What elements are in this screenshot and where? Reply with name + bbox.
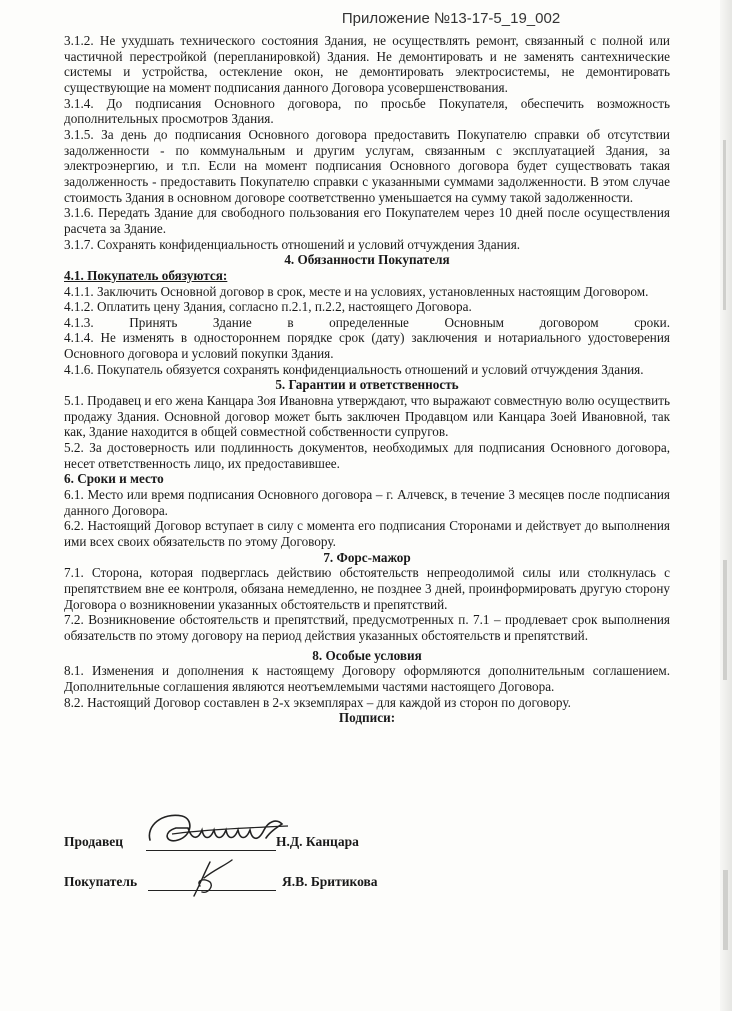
clause-8-2: 8.2. Настоящий Договор составлен в 2-х экземплярах – для каждой из сторон по договору.	[64, 694, 571, 710]
scan-edge-shadow	[720, 0, 732, 1011]
clause-3-1-6: 3.1.6. Передать Здание для свободного пользования его Покупателем через 10 дней после осуществления расчета за Здание.	[64, 205, 670, 236]
clause-6-2: 6.2. Настоящий Договор вступает в силу с момента его подписания Сторонами и действует до выполнения ими всех своих обязательств по этому Договору.	[64, 518, 670, 549]
section-6-heading: 6. Сроки и место	[64, 471, 164, 487]
signature-block	[64, 820, 670, 904]
clause-4-1-heading: 4.1. Покупатель обязуются:	[64, 267, 228, 283]
seller-label: Продавец	[64, 834, 124, 849]
clause-3-1-7: 3.1.7. Сохранять конфиденциальность отношений и условий отчуждения Здания.	[64, 236, 521, 252]
clause-4-1-4: 4.1.4. Не изменять в одностороннем порядке срок (дату) заключения и нотариального удостоверения Основного договора и условий покупки Здания.	[64, 330, 670, 362]
clause-3-1-5: 3.1.5. За день до подписания Основного договора предоставить Покупателю справки об отсутствии задолженности - по коммунальным и другим услугам, связанным с эксплуатацией Здания, за электроэнергию, и т.п. Если на момент подписания Основного договора будет существовать такая задолженность - предоставить Покупателю справки с указанными суммами задолженности. В этом случае стоимость Здания в основном договоре соответственно уменьшается на сумму такой задолженности.	[64, 126, 670, 205]
section-8-heading: 8. Особые условия	[312, 647, 422, 663]
scan-artifact	[723, 140, 726, 310]
clause-5-2: 5.2. За достоверность или подлинность документов, необходимых для подписания Основного договора, несет ответственность лицо, их предоставившее.	[64, 440, 670, 471]
section-7-heading: 7. Форс-мажор	[323, 549, 411, 565]
clause-3-1-4: 3.1.4. До подписания Основного договора, по просьбе Покупателя, обеспечить возможность дополнительных просмотров Здания.	[64, 95, 670, 127]
clause-3-1-2: 3.1.2. Не ухудшать технического состояния Здания, не осуществлять ремонт, связанный с полной или частичной перестройкой (перепланировкой) Здания. Не демонтировать и не заменять сантехнические системы и устройства, остекление окон, не демонтировать электросистемы, не демонтировать существующие на момент подписания данного Договора усовершенствования.	[64, 33, 670, 95]
seller-name: Н.Д. Канцара	[276, 834, 359, 849]
clause-4-1-1: 4.1.1. Заключить Основной договор в срок, месте и на условиях, установленных настоящим Договором.	[64, 283, 649, 299]
clause-7-2: 7.2. Возникновение обстоятельств и препятствий, предусмотренных п. 7.1 – продлевает срок выполнения обязательств по этому договору на период действия указанных обстоятельств и препятствий.	[64, 612, 670, 643]
clause-6-1: 6.1. Место или время подписания Основного договора – г. Алчевск, в течение 3 месяцев после подписания данного Договора.	[64, 487, 670, 518]
clause-4-1-2: 4.1.2. Оплатить цену Здания, согласно п.2.1, п.2.2, настоящего Договора.	[64, 299, 472, 315]
scan-artifact	[723, 560, 727, 680]
seller-signature-icon	[142, 806, 292, 856]
clause-4-1-6: 4.1.6. Покупатель обязуется сохранять конфиденциальность отношений и условий отчуждения Здания.	[64, 361, 644, 377]
clause-5-1: 5.1. Продавец и его жена Канцара Зоя Ивановна утверждают, что выражают совместную волю осуществить продажу Здания. Основной договор может быть заключен Продавцом или Канцара Зоей Ивановной, так как, Здание находится в общей совместной собственности супругов.	[64, 393, 670, 440]
clause-4-1-3: 4.1.3. Принять Здание в определенные Основным договором сроки.	[64, 314, 670, 330]
buyer-label: Покупатель	[64, 874, 138, 889]
signatures-heading: Подписи:	[338, 710, 396, 726]
scan-artifact	[723, 870, 728, 950]
clause-8-1: 8.1. Изменения и дополнения к настоящему Договору оформляются дополнительным соглашением. Дополнительные соглашения являются неотъемлемыми частями настоящего Договора.	[64, 663, 670, 694]
appendix-number: Приложение №13-17-5_19_002	[341, 10, 561, 27]
clause-7-1: 7.1. Сторона, которая подверглась действию обстоятельств непреодолимой силы или столкнулась с препятствием вне ее контроля, обязана немедленно, не позднее 3 дней, проинформировать другую сторону Договора о возникновении указанных обстоятельств и препятствий.	[64, 565, 670, 612]
buyer-name: Я.В. Бритикова	[282, 874, 378, 889]
buyer-signature-icon	[174, 856, 244, 900]
buyer-signature-row	[64, 864, 670, 904]
seller-signature-row	[64, 820, 670, 864]
section-5-heading: 5. Гарантии и ответственность	[275, 377, 459, 393]
section-4-heading: 4. Обязанности Покупателя	[284, 252, 450, 268]
contract-body	[64, 33, 670, 726]
